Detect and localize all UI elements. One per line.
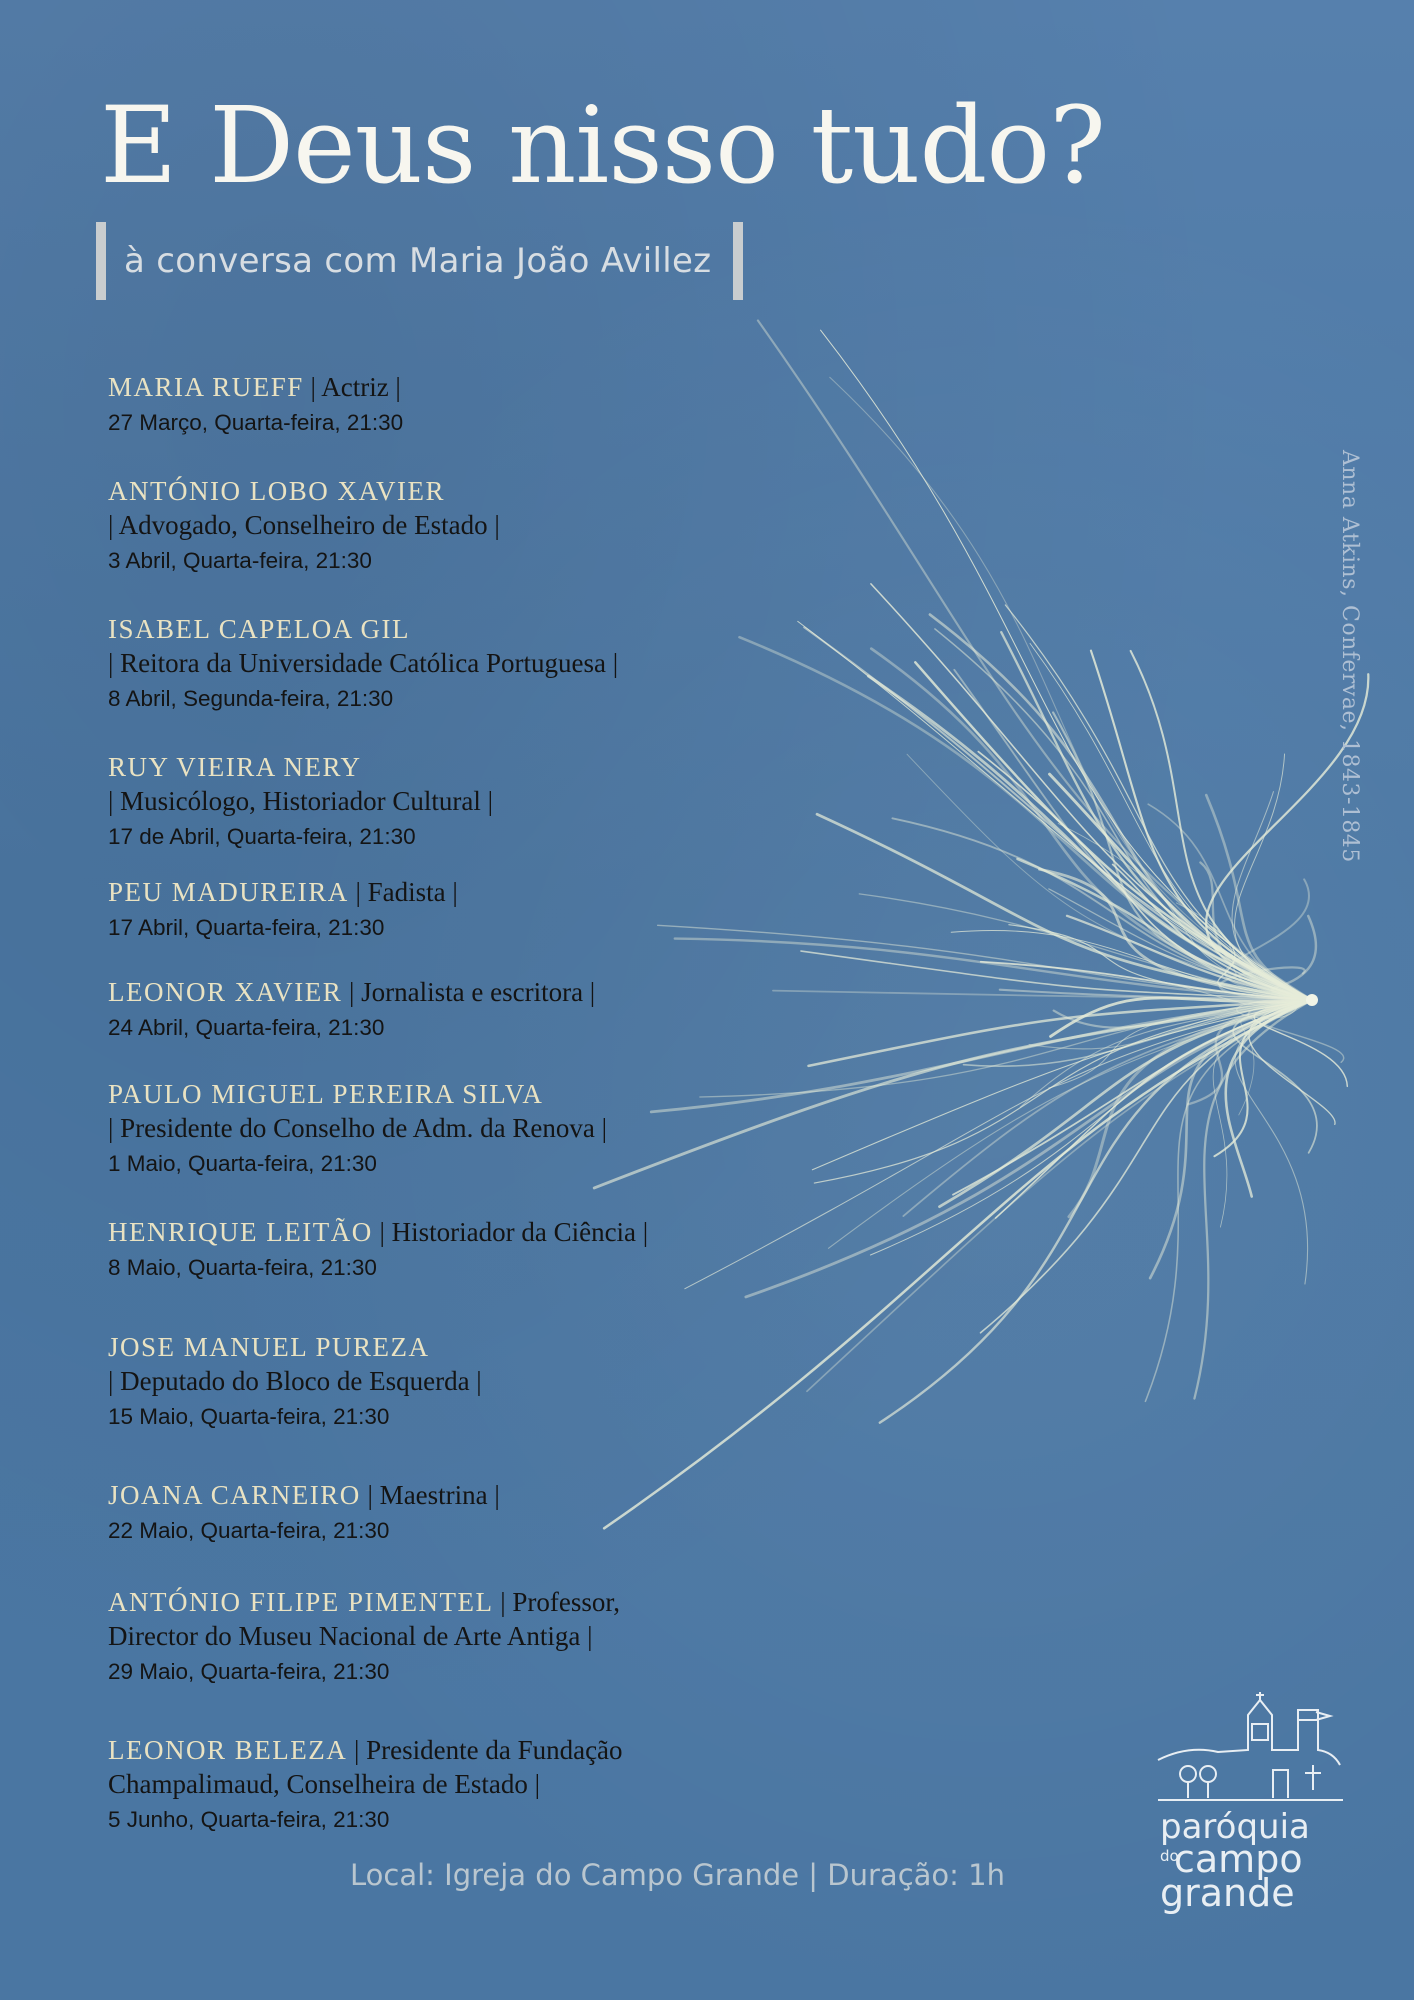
subtitle-bar-left — [96, 222, 106, 300]
logo-word-paroquia: paróquia — [1160, 1807, 1310, 1847]
event-date: 27 Março, Quarta-feira, 21:30 — [108, 410, 404, 435]
event-item — [108, 875, 808, 945]
speaker-role: | Presidente do Conselho de Adm. da Renova | — [108, 1113, 607, 1143]
speaker-name: ISABEL CAPELOA GIL — [108, 614, 410, 644]
speaker-name: HENRIQUE LEITÃO — [108, 1217, 373, 1247]
subtitle-bar-right — [733, 222, 743, 300]
logo-word-do: do — [1160, 1847, 1179, 1865]
event-item — [108, 1330, 808, 1434]
speaker-name: JOANA CARNEIRO — [108, 1480, 361, 1510]
speaker-name: ANTÓNIO LOBO XAVIER — [108, 476, 445, 506]
event-date: 3 Abril, Quarta-feira, 21:30 — [108, 548, 372, 573]
speaker-name: LEONOR XAVIER — [108, 977, 343, 1007]
event-item — [108, 612, 808, 716]
event-item — [108, 1478, 808, 1548]
logo-word-campo: campo — [1174, 1837, 1303, 1881]
speaker-role: | Actriz | — [310, 372, 401, 402]
event-item — [108, 474, 808, 578]
speaker-name: LEONOR BELEZA — [108, 1735, 348, 1765]
subtitle-block — [96, 222, 743, 300]
speaker-name: RUY VIEIRA NERY — [108, 752, 362, 782]
speaker-role-continued: Champalimaud, Conselheira de Estado | — [108, 1769, 541, 1799]
event-date: 22 Maio, Quarta-feira, 21:30 — [108, 1518, 390, 1543]
subtitle: à conversa com Maria João Avillez — [124, 241, 712, 281]
event-date: 8 Abril, Segunda-feira, 21:30 — [108, 686, 394, 711]
event-date: 17 Abril, Quarta-feira, 21:30 — [108, 915, 385, 940]
speaker-role: | Presidente da Fundação — [353, 1735, 623, 1765]
event-item — [108, 1733, 808, 1837]
event-item — [108, 1585, 808, 1689]
event-item — [108, 975, 808, 1045]
event-date: 1 Maio, Quarta-feira, 21:30 — [108, 1151, 377, 1176]
event-date: 8 Maio, Quarta-feira, 21:30 — [108, 1255, 377, 1280]
event-item — [108, 1077, 808, 1181]
speaker-name: ANTÓNIO FILIPE PIMENTEL — [108, 1587, 494, 1617]
image-credit — [1337, 450, 1362, 863]
event-date: 15 Maio, Quarta-feira, 21:30 — [108, 1404, 390, 1429]
speaker-role: | Historiador da Ciência | — [379, 1217, 649, 1247]
event-date: 5 Junho, Quarta-feira, 21:30 — [108, 1807, 390, 1832]
speaker-role-continued: Director do Museu Nacional de Arte Antiga | — [108, 1621, 593, 1651]
poster-title: E Deus nisso tudo? — [100, 84, 1105, 207]
speaker-name: PEU MADUREIRA — [108, 877, 349, 907]
event-date: 17 de Abril, Quarta-feira, 21:30 — [108, 824, 416, 849]
logo-word-grande: grande — [1160, 1871, 1295, 1915]
footer-venue-duration: Local: Igreja do Campo Grande | Duração: 1h — [350, 1858, 1005, 1892]
event-item — [108, 370, 808, 440]
speaker-role: | Professor, — [500, 1587, 621, 1617]
event-item — [108, 750, 808, 854]
speaker-role: | Advogado, Conselheiro de Estado | — [108, 510, 500, 540]
speaker-role: | Musicólogo, Historiador Cultural | — [108, 786, 494, 816]
event-date: 29 Maio, Quarta-feira, 21:30 — [108, 1659, 390, 1684]
speaker-role: | Deputado do Bloco de Esquerda | — [108, 1366, 482, 1396]
speaker-role: | Fadista | — [355, 877, 458, 907]
speaker-role: | Jornalista e escritora | — [349, 977, 596, 1007]
speaker-role: | Maestrina | — [367, 1480, 500, 1510]
speaker-name: JOSE MANUEL PUREZA — [108, 1332, 430, 1362]
speaker-role: | Reitora da Universidade Católica Portuguesa | — [108, 648, 619, 678]
event-date: 24 Abril, Quarta-feira, 21:30 — [108, 1015, 385, 1040]
image-credit-text: Anna Atkins, Confervae, 1843-1845 — [1337, 450, 1362, 863]
speaker-name: PAULO MIGUEL PEREIRA SILVA — [108, 1079, 544, 1109]
speaker-name: MARIA RUEFF — [108, 372, 304, 402]
event-item — [108, 1215, 808, 1285]
